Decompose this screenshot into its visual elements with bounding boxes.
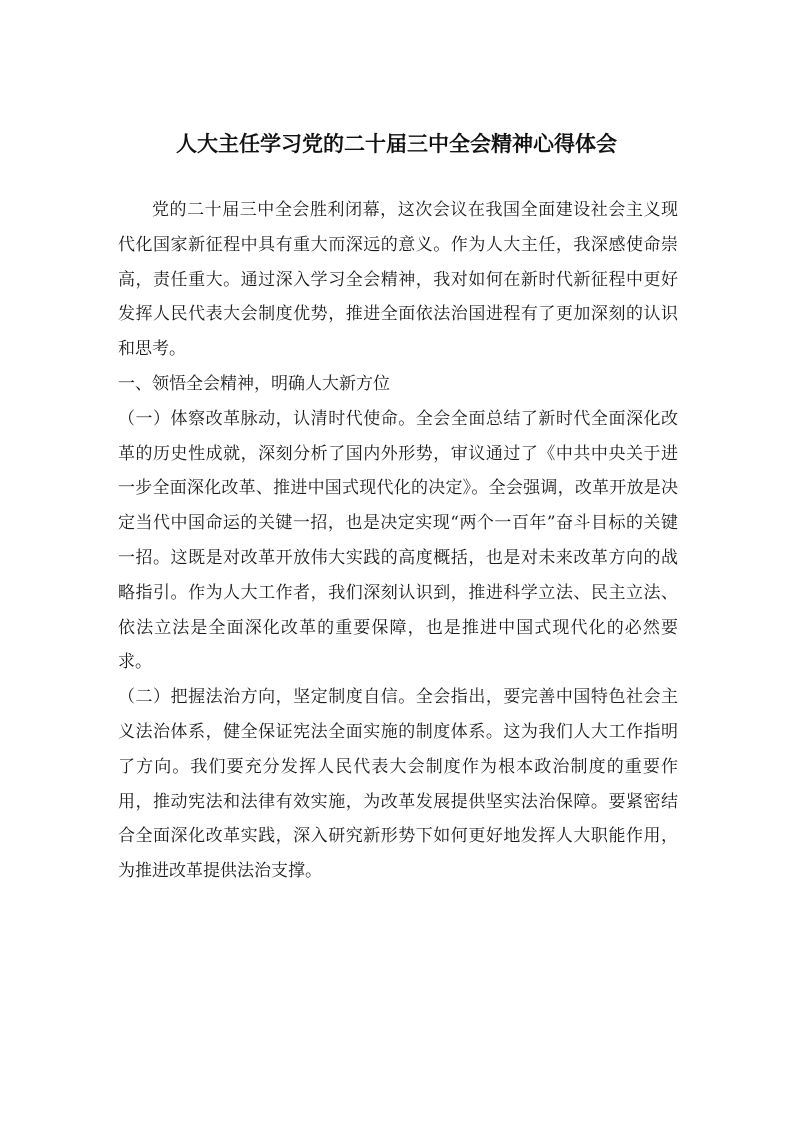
document-body — [118, 193, 678, 889]
document-title: 人大主任学习党的二十届三中全会精神心得体会 — [176, 131, 617, 156]
section-heading-1: 一、领悟全会精神，明确人大新方位 — [118, 373, 390, 394]
paragraph-section-1-1: （一）体察改革脉动，认清时代使命。全会全面总结了新时代全面深化改革的历史性成就，深刻分析了国内外形势，审议通过了《中共中央关于进一步全面深化改革、推进中国式现代化的决定》。全会强调，改革开放是决定当代中国命运的关键一招，也是决定实现“两个一百年”奋斗目标的关键一招。这既是对改革开放伟大实践的高度概括，也是对未来改革方向的战略指引。作为人大工作者，我们深刻认识到，推进科学立法、民主立法、依法立法是全面深化改革的重要保障，也是推进中国式现代化的必然要求。 — [118, 408, 678, 673]
paragraph-section-1-2: （二）把握法治方向，坚定制度自信。全会指出，要完善中国特色社会主义法治体系，健全保证宪法全面实施的制度体系。这为我们人大工作指明了方向。我们要充分发挥人民代表大会制度作为根本政治制度的重要作用，推动宪法和法律有效实施，为改革发展提供坚实法治保障。要紧密结合全面深化改革实践，深入研究新形势下如何更好地发挥人大职能作用，为推进改革提供法治支撑。 — [118, 687, 678, 882]
paragraph-intro: 党的二十届三中全会胜利闭幕，这次会议在我国全面建设社会主义现代化国家新征程中具有重大而深远的意义。作为人大主任，我深感使命崇高，责任重大。通过深入学习全会精神，我对如何在新时代新征程中更好发挥人民代表大会制度优势，推进全面依法治国进程有了更加深刻的认识和思考。 — [118, 200, 678, 360]
